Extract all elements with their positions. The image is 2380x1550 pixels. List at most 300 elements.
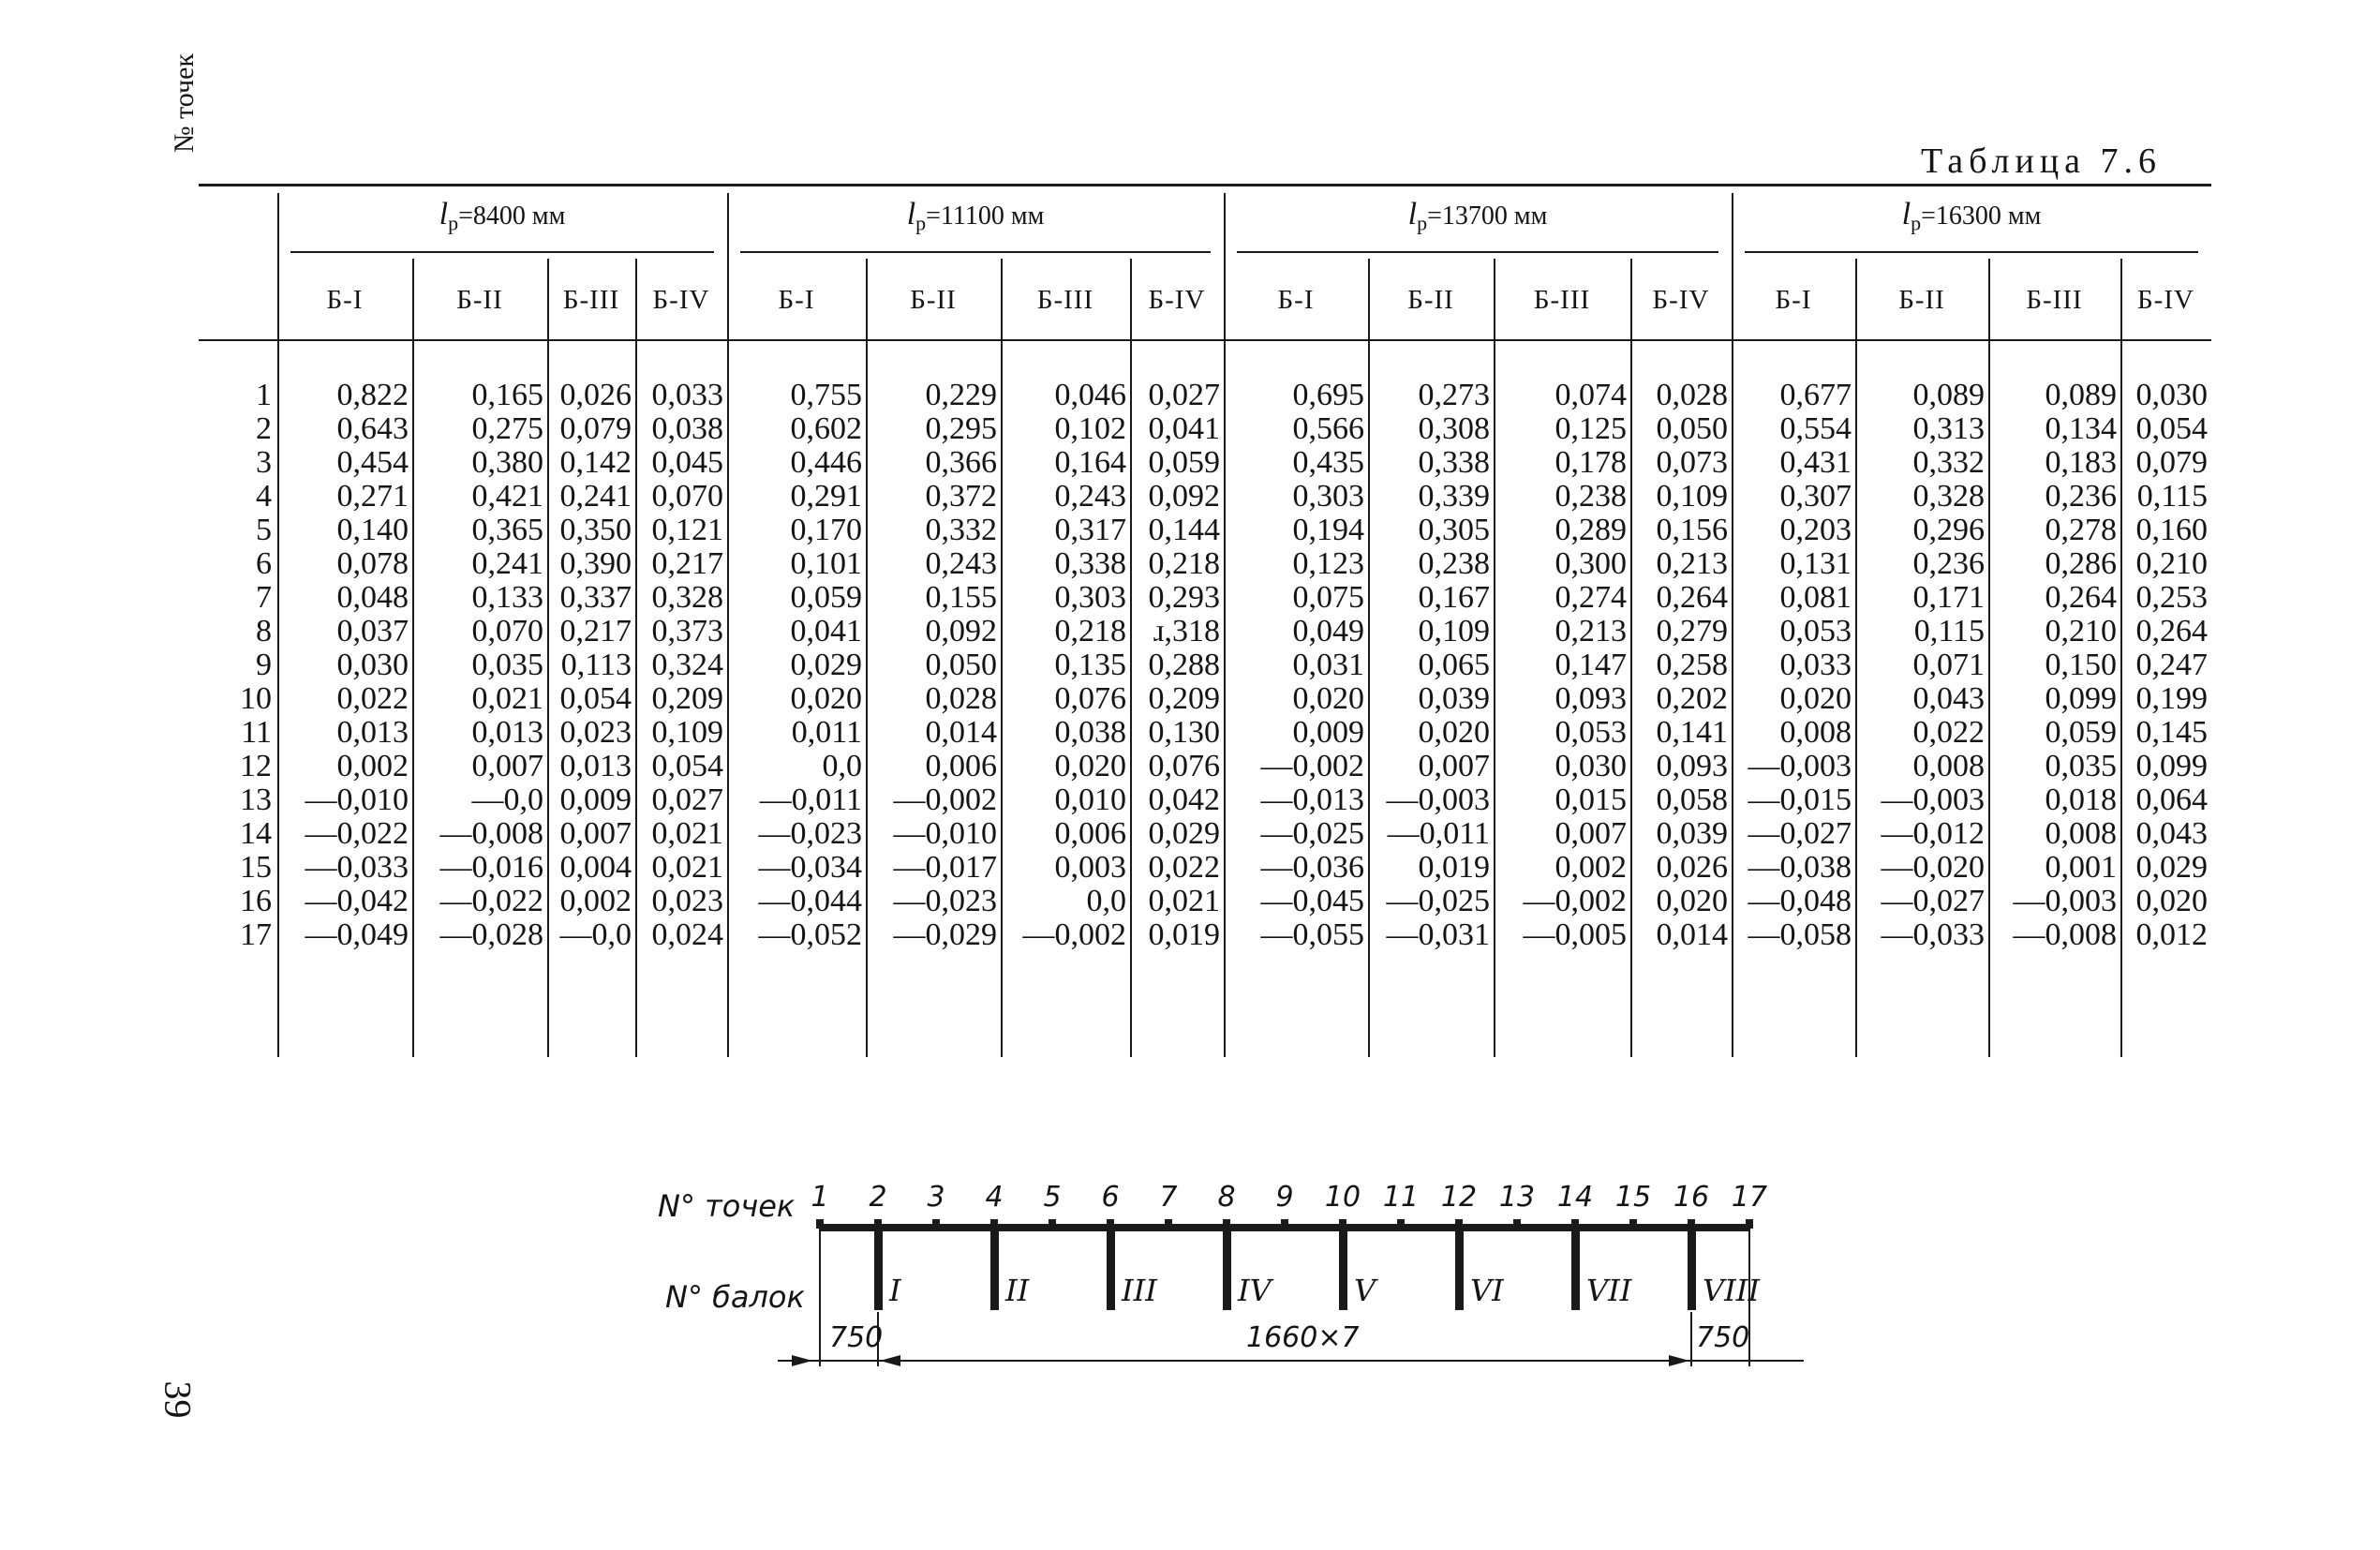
point-number: 14 (240, 816, 272, 851)
table-cell: 0,178 (1554, 445, 1627, 480)
table-cell: 0,229 (925, 378, 997, 412)
beam-column-header: Б-II (1407, 285, 1454, 315)
table-cell: 0,365 (471, 513, 543, 547)
diagram-point-number: 12 (1440, 1181, 1478, 1214)
diagram-point-number: 8 (1217, 1181, 1236, 1214)
table-cell: 0,021 (1148, 884, 1220, 918)
table-cell: 0,020 (1054, 749, 1126, 783)
table-cell: 0,324 (651, 648, 723, 682)
table-cell: 0,131 (1779, 546, 1852, 581)
table-cell: 0,006 (1054, 816, 1126, 851)
table-cell: 0,043 (2135, 816, 2208, 851)
table-cell: 0,026 (559, 378, 632, 412)
table-cell: —0,031 (1386, 917, 1490, 952)
table-cell: 0,147 (1554, 648, 1627, 682)
point-tick (1281, 1219, 1288, 1229)
table-cell: 0,030 (2135, 378, 2208, 412)
table-cell: 0,011 (791, 715, 862, 750)
table-cell: 0,053 (1779, 614, 1852, 648)
table-cell: 0,010 (1054, 782, 1126, 817)
table-cell: 0,007 (1418, 749, 1490, 783)
span-symbol: l (1407, 197, 1418, 231)
table-cell: 0,273 (1418, 378, 1490, 412)
point-tick (1165, 1219, 1172, 1229)
table-cell: 0,076 (1054, 681, 1126, 716)
table-cell: 0,165 (471, 378, 543, 412)
group-header (277, 197, 727, 236)
table-cell: 0,021 (651, 816, 723, 851)
point-tick (1513, 1219, 1521, 1229)
table-cell: —0,058 (1748, 917, 1852, 952)
table-cell: —0,012 (1881, 816, 1985, 851)
table-cell: —0,011 (759, 782, 862, 817)
table-cell: 0,003 (1054, 850, 1126, 885)
table-cell: 0,332 (925, 513, 997, 547)
point-tick (932, 1219, 940, 1229)
table-cell: 0,308 (1418, 411, 1490, 446)
table-cell: 0,677 (1779, 378, 1852, 412)
table-cell: 0,145 (2135, 715, 2208, 750)
table-cell: 0,210 (2135, 546, 2208, 581)
point-tick (1455, 1219, 1463, 1229)
table-cell: 0,274 (1554, 580, 1627, 615)
table-cell: 0,115 (1913, 614, 1985, 648)
table-cell: 0,093 (1656, 749, 1728, 783)
table-cell: —0,055 (1260, 917, 1364, 952)
table-cell: 0,264 (1656, 580, 1728, 615)
table-cell: 0,002 (1554, 850, 1627, 885)
beam-column-header: Б-III (562, 285, 620, 315)
table-cell: 0,307 (1779, 479, 1852, 514)
table-cell: 0,079 (559, 411, 632, 446)
table-cell: 0,054 (2135, 411, 2208, 446)
table-cell: —0,002 (1523, 884, 1627, 918)
point-number: 8 (256, 614, 272, 648)
diagram-beam-name: VII (1586, 1273, 1632, 1308)
table-cell: 0,213 (1554, 614, 1627, 648)
row-header: № точек (169, 52, 200, 154)
table-cell: 0,140 (336, 513, 409, 547)
table-cell: 0,008 (1912, 749, 1985, 783)
table-cell: 0,028 (1656, 378, 1728, 412)
table-cell: 0,048 (336, 580, 409, 615)
table-cell: 0,291 (790, 479, 862, 514)
table-cell: 0,202 (1656, 681, 1728, 716)
table-cell: 0,099 (2135, 749, 2208, 783)
table-cell: 0,328 (1912, 479, 1985, 514)
table-cell: 0,019 (1418, 850, 1490, 885)
table-cell: —0,023 (893, 884, 997, 918)
point-tick (1688, 1219, 1695, 1229)
arrow-head (880, 1355, 900, 1366)
beam-web (1688, 1228, 1696, 1310)
table-cell: 0,035 (471, 648, 543, 682)
table-cell: —0,027 (1881, 884, 1985, 918)
span-value: =13700 мм (1427, 201, 1548, 231)
table-cell: 0,030 (1554, 749, 1627, 783)
table-cell: 0,046 (1054, 378, 1126, 412)
table-cell: 0,822 (336, 378, 409, 412)
point-number: 12 (240, 749, 272, 783)
table-cell: 0,007 (471, 749, 543, 783)
table-cell: —0,029 (893, 917, 997, 952)
table-cell: —0,027 (1748, 816, 1852, 851)
table-cell: —0,023 (758, 816, 862, 851)
group-underline (290, 251, 714, 253)
table-cell: 0,217 (559, 614, 632, 648)
table-cell: 0,042 (1148, 782, 1220, 817)
table-cell: 0,247 (2135, 648, 2208, 682)
beam-column-header: Б-III (2026, 285, 2083, 315)
diagram-point-number: 16 (1673, 1181, 1710, 1214)
table-cell: —0,002 (1260, 749, 1364, 783)
point-number: 9 (256, 648, 272, 682)
table-cell: 0,337 (559, 580, 632, 615)
table-cell: 0,238 (1418, 546, 1490, 581)
table-cell: 0,115 (2136, 479, 2208, 514)
table-cell: 0,029 (2135, 850, 2208, 885)
table-cell: 0,160 (2135, 513, 2208, 547)
table-cell: 0,093 (1554, 681, 1627, 716)
table-cell: 0,332 (1912, 445, 1985, 480)
dim-left: 750 (829, 1321, 884, 1354)
table-cell: 0,218 (1148, 546, 1220, 581)
page-number: 39 (156, 1380, 200, 1419)
table-cell: 0,031 (1292, 648, 1364, 682)
table-cell: —0,049 (305, 917, 409, 952)
diagram-beam-name: VI (1470, 1273, 1504, 1308)
table-cell: 0,238 (1554, 479, 1627, 514)
point-number: 6 (256, 546, 272, 581)
beam-column-header: Б-IV (1148, 285, 1206, 315)
table-cell: 0,602 (790, 411, 862, 446)
table-cell: 0,243 (925, 546, 997, 581)
table-cell: 0,278 (2045, 513, 2117, 547)
table-cell: 0,101 (790, 546, 862, 581)
diagram-point-number: 13 (1498, 1181, 1536, 1214)
table-cell: 0,038 (651, 411, 723, 446)
point-tick (874, 1219, 882, 1229)
beam-column-header: Б-III (1533, 285, 1591, 315)
table-cell: 0,328 (651, 580, 723, 615)
table-cell: —0,008 (2013, 917, 2117, 952)
table-cell: 0,092 (1148, 479, 1220, 514)
table-cell: 0,033 (1779, 648, 1852, 682)
table-cell: 0,164 (1054, 445, 1126, 480)
point-tick (1629, 1219, 1637, 1229)
table-cell: —0,048 (1748, 884, 1852, 918)
table-cell: 0,366 (925, 445, 997, 480)
diagram-point-number: 15 (1614, 1181, 1652, 1214)
point-tick (1049, 1219, 1056, 1229)
table-cell: 0,045 (651, 445, 723, 480)
table-cell: 0,155 (925, 580, 997, 615)
table-cell: 0,338 (1418, 445, 1490, 480)
table-cell: 0,209 (1148, 681, 1220, 716)
table-cell: 0,264 (2045, 580, 2117, 615)
table-cell: —0,002 (893, 782, 997, 817)
diagram-beam-name: V (1354, 1273, 1376, 1308)
table-cell: —0,003 (1386, 782, 1490, 817)
table-cell: 0,134 (2045, 411, 2117, 446)
table-cell: 0,217 (651, 546, 723, 581)
span-symbol: l (906, 197, 916, 231)
table-cell: ɹ,318 (1153, 614, 1220, 648)
table-cell: —0,003 (1748, 749, 1852, 783)
table-cell: 0,350 (559, 513, 632, 547)
table-cell: 0,092 (925, 614, 997, 648)
point-tick (1571, 1219, 1579, 1229)
diagram-point-number: 5 (1043, 1181, 1062, 1214)
table-cell: 0,390 (559, 546, 632, 581)
table-cell: —0,015 (1748, 782, 1852, 817)
table-top-rule (199, 184, 2211, 186)
table-cell: 0,142 (559, 445, 632, 480)
table-cell: 0,194 (1292, 513, 1364, 547)
table-cell: 0,258 (1656, 648, 1728, 682)
diagram-point-number: 6 (1101, 1181, 1120, 1214)
table-cell: 0,133 (471, 580, 543, 615)
table-cell: 0,279 (1656, 614, 1728, 648)
beam-column-header: Б-IV (652, 285, 710, 315)
table-cell: 0,038 (1054, 715, 1126, 750)
table-cell: 0,041 (1148, 411, 1220, 446)
table-cell: 0,156 (1656, 513, 1728, 547)
table-cell: 0,373 (651, 614, 723, 648)
table-cell: 0,073 (1656, 445, 1728, 480)
beam-column-header: Б-IV (1652, 285, 1710, 315)
span-value: =8400 мм (458, 201, 566, 231)
table-cell: —0,0 (471, 782, 543, 817)
diagram-beam-name: I (889, 1273, 901, 1308)
table-cell: 0,035 (2045, 749, 2117, 783)
table-cell: 0,013 (336, 715, 409, 750)
beam-web (990, 1228, 999, 1310)
table-cell: 0,054 (559, 681, 632, 716)
table-cell: 0,059 (790, 580, 862, 615)
table-cell: 0,305 (1418, 513, 1490, 547)
table-cell: 0,554 (1779, 411, 1852, 446)
table-cell: 0,150 (2045, 648, 2117, 682)
table-cell: 0,014 (1656, 917, 1728, 952)
table-cell: 0,002 (559, 884, 632, 918)
beam-column-header: Б-I (778, 285, 815, 315)
table-cell: —0,025 (1386, 884, 1490, 918)
table-cell: 0,081 (1779, 580, 1852, 615)
beam-web (1571, 1228, 1580, 1310)
table-cell: 0,123 (1292, 546, 1364, 581)
table-cell: 0,144 (1148, 513, 1220, 547)
table-cell: 0,286 (2045, 546, 2117, 581)
group-underline (1237, 251, 1718, 253)
table-cell: —0,003 (2013, 884, 2117, 918)
table-cell: 0,020 (1418, 715, 1490, 750)
point-number: 3 (256, 445, 272, 480)
table-cell: 0,059 (1148, 445, 1220, 480)
table-cell: 0,065 (1418, 648, 1490, 682)
table-cell: —0,033 (1881, 917, 1985, 952)
table-cell: 0,113 (560, 648, 632, 682)
dim-right: 750 (1696, 1321, 1750, 1354)
table-cell: 0,313 (1912, 411, 1985, 446)
diagram-point-number: 17 (1731, 1181, 1768, 1214)
table-cell: 0,015 (1554, 782, 1627, 817)
table-cell: 0,002 (336, 749, 409, 783)
table-cell: —0,028 (439, 917, 543, 952)
table-cell: 0,121 (651, 513, 723, 547)
table-cell: 0,075 (1292, 580, 1364, 615)
table-cell: 0,079 (2135, 445, 2208, 480)
point-number: 5 (256, 513, 272, 547)
table-cell: 0,102 (1054, 411, 1126, 446)
beam-web (1455, 1228, 1464, 1310)
table-cell: 0,755 (790, 378, 862, 412)
table-cell: 0,135 (1054, 648, 1126, 682)
table-cell: 0,199 (2135, 681, 2208, 716)
table-cell: 0,339 (1418, 479, 1490, 514)
table-cell: 0,446 (790, 445, 862, 480)
table-cell: 0,141 (1656, 715, 1728, 750)
table-cell: 0,372 (925, 479, 997, 514)
group-header (1224, 197, 1732, 236)
point-tick (1107, 1219, 1114, 1229)
table-cell: 0,020 (1779, 681, 1852, 716)
table-cell: 0,317 (1054, 513, 1126, 547)
table-caption: Таблица 7.6 (1921, 142, 2163, 181)
span-value: =16300 мм (1921, 201, 2042, 231)
table-cell: 0,289 (1554, 513, 1627, 547)
beam-web (1107, 1228, 1115, 1310)
point-number: 4 (256, 479, 272, 514)
table-cell: 0,253 (2135, 580, 2208, 615)
table-cell: 0,454 (336, 445, 409, 480)
table-cell: —0,022 (305, 816, 409, 851)
table-cell: —0,042 (305, 884, 409, 918)
span-subscript: р (448, 211, 459, 235)
dim-mid: 1660×7 (1246, 1321, 1360, 1354)
table-cell: 0,183 (2045, 445, 2117, 480)
table-cell: 0,026 (1656, 850, 1728, 885)
point-number: 2 (256, 411, 272, 446)
table-cell: 0,027 (1148, 378, 1220, 412)
table-cell: 0,039 (1418, 681, 1490, 716)
table-cell: 0,099 (2045, 681, 2117, 716)
table-cell: —0,045 (1260, 884, 1364, 918)
table-cell: 0,041 (790, 614, 862, 648)
diagram-beam-name: VIII (1703, 1273, 1761, 1308)
table-cell: —0,005 (1523, 917, 1627, 952)
diagram-point-number: 11 (1382, 1181, 1420, 1214)
table-cell: 0,303 (1054, 580, 1126, 615)
point-number: 15 (240, 850, 272, 885)
table-cell: 0,050 (925, 648, 997, 682)
table-cell: —0,033 (305, 850, 409, 885)
table-cell: 0,695 (1292, 378, 1364, 412)
table-cell: —0,022 (439, 884, 543, 918)
table-cell: 0,435 (1292, 445, 1364, 480)
table-cell: 0,009 (1292, 715, 1364, 750)
table-cell: —0,008 (439, 816, 543, 851)
table-cell: —0,017 (893, 850, 997, 885)
group-underline (740, 251, 1211, 253)
beam-web (874, 1228, 883, 1310)
span-subscript: р (1911, 211, 1922, 235)
table-cell: 0,236 (1912, 546, 1985, 581)
span-subscript: р (915, 211, 927, 235)
point-number: 16 (240, 884, 272, 918)
diagram-point-number: 9 (1275, 1181, 1294, 1214)
table-cell: 0,008 (1779, 715, 1852, 750)
table-cell: 0,089 (2045, 378, 2117, 412)
table-cell: 0,275 (471, 411, 543, 446)
table-cell: —0,003 (1881, 782, 1985, 817)
table-cell: 0,303 (1292, 479, 1364, 514)
table-cell: 0,288 (1148, 648, 1220, 682)
table-cell: 0,241 (559, 479, 632, 514)
table-cell: —0,010 (305, 782, 409, 817)
group-underline (1745, 251, 2198, 253)
table-cell: —0,038 (1748, 850, 1852, 885)
table-cell: 0,0 (1086, 884, 1126, 918)
table-cell: 0,028 (925, 681, 997, 716)
table-cell: 0,004 (559, 850, 632, 885)
table-cell: 0,027 (651, 782, 723, 817)
table-cell: 0,0 (822, 749, 862, 783)
table-cell: 0,021 (471, 681, 543, 716)
span-symbol: l (1901, 197, 1911, 231)
point-number: 1 (256, 378, 272, 412)
diagram-beam-name: III (1122, 1273, 1157, 1308)
table-cell: 0,019 (1148, 917, 1220, 952)
table-cell: 0,070 (651, 479, 723, 514)
points-label: N° точек (658, 1188, 796, 1224)
table-cell: 0,050 (1656, 411, 1728, 446)
diagram-point-number: 1 (811, 1181, 829, 1214)
diagram-point-number: 3 (927, 1181, 945, 1214)
table-cell: 0,293 (1148, 580, 1220, 615)
table-cell: 0,022 (1148, 850, 1220, 885)
table-cell: 0,030 (336, 648, 409, 682)
table-cell: 0,021 (651, 850, 723, 885)
point-tick (1223, 1219, 1230, 1229)
beam-column-header: Б-I (1277, 285, 1315, 315)
table-cell: 0,643 (336, 411, 409, 446)
table-cell: 0,023 (559, 715, 632, 750)
table-cell: 0,007 (1554, 816, 1627, 851)
diagram-point-number: 14 (1556, 1181, 1594, 1214)
table-cell: 0,024 (651, 917, 723, 952)
table-cell: —0,0 (559, 917, 632, 952)
table-cell: 0,109 (1418, 614, 1490, 648)
point-number: 7 (256, 580, 272, 615)
table-cell: 0,029 (1148, 816, 1220, 851)
table-cell: 0,078 (336, 546, 409, 581)
table-cell: 0,125 (1554, 411, 1627, 446)
table-cell: 0,203 (1779, 513, 1852, 547)
table-cell: 0,006 (925, 749, 997, 783)
table-cell: 0,300 (1554, 546, 1627, 581)
beam-column-header: Б-II (456, 285, 503, 315)
table-cell: 0,008 (2045, 816, 2117, 851)
diagram-beam-name: II (1005, 1273, 1030, 1308)
table-cell: 0,059 (2045, 715, 2117, 750)
table-cell: —0,020 (1881, 850, 1985, 885)
beam-column-header: Б-I (326, 285, 364, 315)
table-cell: 0,029 (790, 648, 862, 682)
table-cell: 0,039 (1656, 816, 1728, 851)
table-cell: 0,271 (336, 479, 409, 514)
span-value: =11100 мм (926, 201, 1045, 231)
